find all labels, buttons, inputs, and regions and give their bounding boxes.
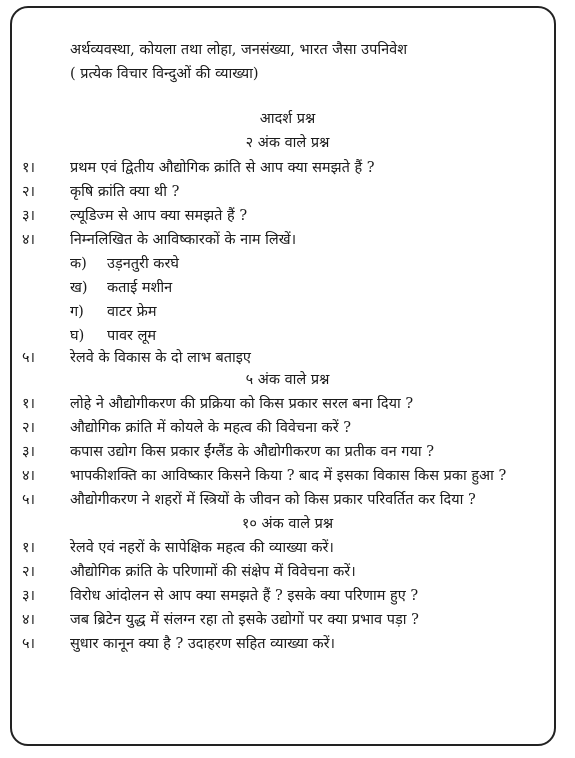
question-text: रेलवे एवं नहरों के सापेक्षिक महत्व की व्याख्या करें। — [70, 540, 334, 556]
question-text: कृषि क्रांति क्या थी ? — [70, 184, 180, 200]
subitem-text: पावर लूम — [107, 328, 157, 344]
question-number: २। — [22, 184, 36, 200]
question-text: विरोध आंदोलन से आप क्या समझते हैं ? इसके क्या परिणाम हुए ? — [70, 588, 419, 604]
question-number: १। — [22, 160, 36, 176]
question-text: जब ब्रिटेन युद्ध में संलग्न रहा तो इसके उद्योगों पर क्या प्रभाव पड़ा ? — [70, 612, 419, 628]
question-number: १। — [22, 396, 36, 412]
topics-subtitle: ( प्रत्येक विचार विन्दुओं की व्याख्या) — [70, 66, 259, 82]
question-text: औद्योगीकरण ने शहरों में स्त्रियों के जीवन को किस प्रकार परिवर्तित कर दिया ? — [70, 492, 476, 508]
section-title-10-marks: १० अंक वाले प्रश्न — [241, 516, 334, 532]
subitem-label: ख) — [70, 280, 88, 296]
question-number: ३। — [22, 208, 36, 224]
question-text: कपास उद्योग किस प्रकार ईंग्लैंड के औद्योगीकरण का प्रतीक वन गया ? — [70, 444, 435, 460]
topics-line: अर्थव्यवस्था, कोयला तथा लोहा, जनसंख्या, भारत जैसा उपनिवेश — [70, 42, 408, 58]
question-text: लोहे ने औद्योगीकरण की प्रक्रिया को किस प्रकार सरल बना दिया ? — [70, 396, 414, 412]
question-number: ३। — [22, 444, 36, 460]
question-text: सुधार कानून क्या है ? उदाहरण सहित व्याख्या करें। — [70, 636, 336, 652]
subitem-label: घ) — [70, 328, 85, 344]
question-number: ४। — [22, 468, 36, 484]
question-text: प्रथम एवं द्वितीय औद्योगिक क्रांति से आप क्या समझते हैं ? — [70, 160, 375, 176]
question-text: रेलवे के विकास के दो लाभ बताइए — [70, 350, 251, 366]
section-title-2-marks: २ अंक वाले प्रश्न — [245, 135, 330, 151]
question-number: ४। — [22, 612, 36, 628]
question-text: औद्योगिक क्रांति में कोयले के महत्व की विवेचना करें ? — [70, 420, 352, 436]
question-number: ५। — [22, 636, 36, 652]
section-title-5-marks: ५ अंक वाले प्रश्न — [245, 372, 330, 388]
question-text: भापकीशक्ति का आविष्कार किसने किया ? बाद में इसका विकास किस प्रका हुआ ? — [70, 468, 507, 484]
question-number: १। — [22, 540, 36, 556]
question-number: ५। — [22, 492, 36, 508]
subitem-text: कताई मशीन — [107, 280, 173, 296]
question-number: ४। — [22, 232, 36, 248]
page-heading: आदर्श प्रश्न — [259, 111, 316, 127]
question-number: ३। — [22, 588, 36, 604]
question-text: निम्नलिखित के आविष्कारकों के नाम लिखें। — [70, 232, 297, 248]
subitem-text: वाटर फ्रेम — [107, 304, 157, 320]
question-text: औद्योगिक क्रांति के परिणामों की संक्षेप में विवेचना करें। — [70, 564, 356, 580]
subitem-label: ग) — [70, 304, 84, 320]
question-text: ल्यूडिज्म से आप क्या समझते हैं ? — [70, 208, 248, 224]
question-number: २। — [22, 564, 36, 580]
question-number: २। — [22, 420, 36, 436]
subitem-text: उड़नतुरी करघे — [107, 256, 179, 272]
question-number: ५। — [22, 350, 36, 366]
subitem-label: क) — [70, 256, 87, 272]
